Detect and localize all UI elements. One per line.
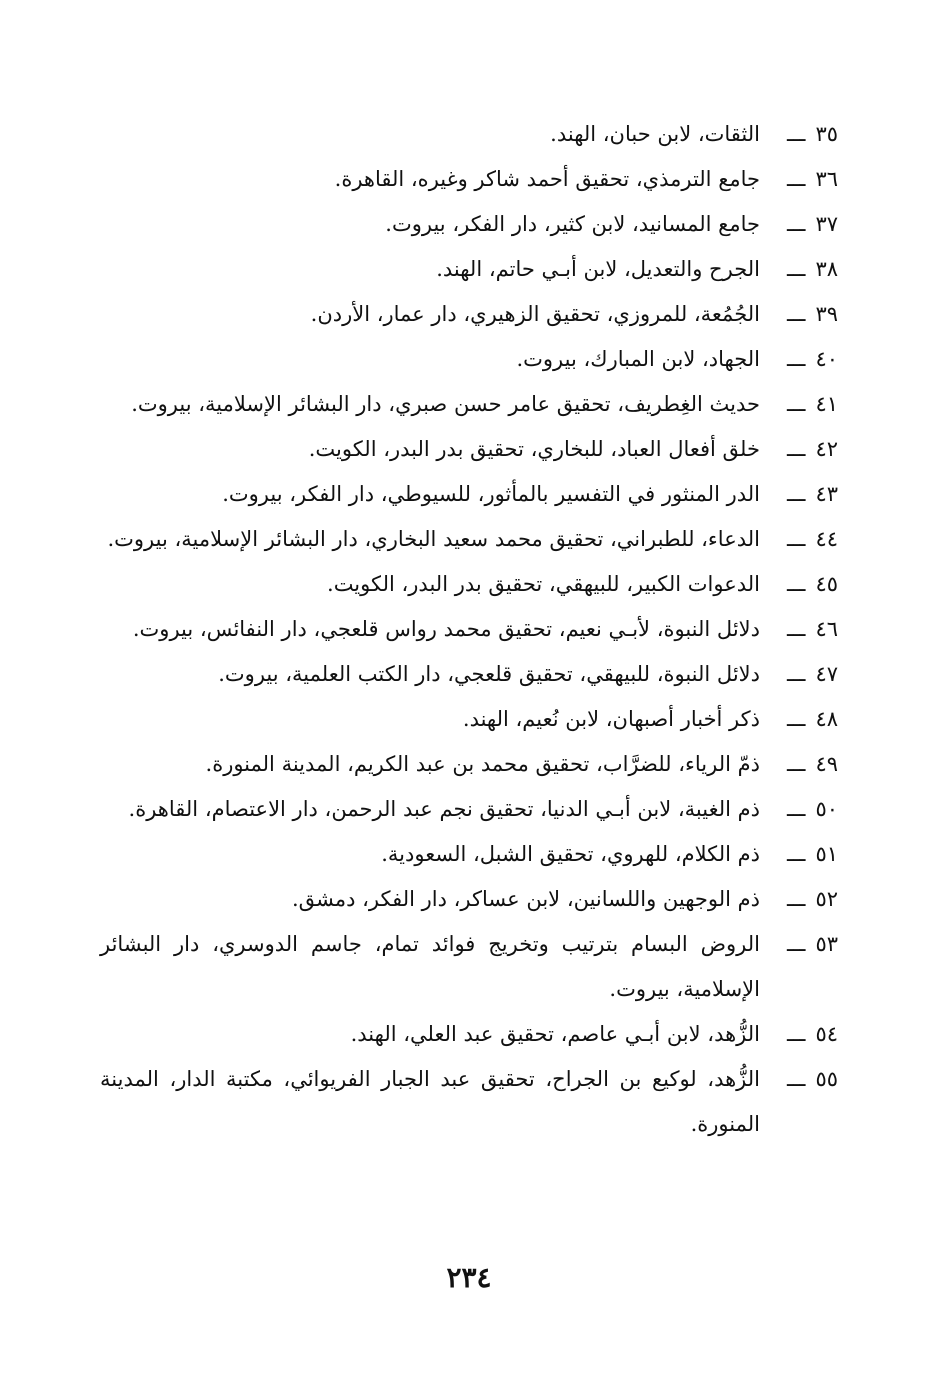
entry-number: ٥٤ـــ <box>786 1022 838 1046</box>
entry-text: دلائل النبوة، لأبـي نعيم، تحقيق محمد رواس قلعجي، دار النفائس، بيروت. <box>132 617 760 641</box>
entry-text: الدر المنثور في التفسير بالمأثور، للسيوطي، دار الفكر، بيروت. <box>222 482 760 506</box>
entry-number: ٣٨ـــ <box>786 257 838 281</box>
entry-45 <box>100 562 838 607</box>
entry-number: ٥١ـــ <box>786 842 838 866</box>
entry-51 <box>100 832 838 877</box>
entry-number: ٣٩ـــ <box>786 302 838 326</box>
entry-text: حديث الغِطريف، تحقيق عامر حسن صبري، دار البشائر الإسلامية، بيروت. <box>131 392 760 416</box>
entry-37 <box>100 202 838 247</box>
entry-number: ٥٠ـــ <box>786 797 838 821</box>
bibliography-list <box>100 112 838 1147</box>
entry-52 <box>100 877 838 922</box>
entry-54 <box>100 1012 838 1057</box>
entry-48 <box>100 697 838 742</box>
entry-number: ٣٥ـــ <box>786 122 838 146</box>
entry-number: ٤٩ـــ <box>786 752 838 776</box>
entry-text: الروض البسام بترتيب وتخريج فوائد تمام، جاسم الدوسري، دار البشائر الإسلامية، بيروت. <box>100 932 760 1001</box>
entry-text: الزُّهد، لوكيع بن الجراح، تحقيق عبد الجبار الفريوائي، مكتبة الدار، المدينة المنورة. <box>100 1067 760 1136</box>
entry-text: الجُمُعة، للمروزي، تحقيق الزهيري، دار عمار، الأردن. <box>310 302 760 326</box>
entry-47 <box>100 652 838 697</box>
entry-text: ذمّ الرياء، للضرَّاب، تحقيق محمد بن عبد الكريم، المدينة المنورة. <box>205 752 760 776</box>
entry-text: الزُّهد، لابن أبـي عاصم، تحقيق عبد العلي، الهند. <box>350 1022 760 1046</box>
entry-text: الجهاد، لابن المبارك، بيروت. <box>516 347 760 371</box>
entry-number: ٥٥ـــ <box>786 1067 838 1091</box>
entry-text: جامع الترمذي، تحقيق أحمد شاكر وغيره، القاهرة. <box>334 167 760 191</box>
entry-number: ٤٣ـــ <box>786 482 838 506</box>
entry-38 <box>100 247 838 292</box>
entry-55 <box>100 1057 838 1147</box>
entry-number: ٤٤ـــ <box>786 527 838 551</box>
entry-50 <box>100 787 838 832</box>
entry-number: ٥٢ـــ <box>786 887 838 911</box>
entry-text: الدعوات الكبير، للبيهقي، تحقيق بدر البدر، الكويت. <box>327 572 760 596</box>
entry-42 <box>100 427 838 472</box>
entry-text: ذكر أخبار أصبهان، لابن نُعيم، الهند. <box>462 707 760 731</box>
entry-number: ٤٨ـــ <box>786 707 838 731</box>
entry-text: دلائل النبوة، للبيهقي، تحقيق قلعجي، دار الكتب العلمية، بيروت. <box>218 662 760 686</box>
entry-39 <box>100 292 838 337</box>
entry-text: ذم الغيبة، لابن أبـي الدنيا، تحقيق نجم عبد الرحمن، دار الاعتصام، القاهرة. <box>128 797 760 821</box>
entry-number: ٤١ـــ <box>786 392 838 416</box>
entry-35 <box>100 112 838 157</box>
entry-46 <box>100 607 838 652</box>
entry-43 <box>100 472 838 517</box>
entry-text: الثقات، لابن حبان، الهند. <box>550 122 760 146</box>
entry-number: ٤٠ـــ <box>786 347 838 371</box>
entry-number: ٣٦ـــ <box>786 167 838 191</box>
entry-44 <box>100 517 838 562</box>
entry-text: ذم الوجهين واللسانين، لابن عساكر، دار الفكر، دمشق. <box>291 887 760 911</box>
entry-number: ٤٧ـــ <box>786 662 838 686</box>
entry-number: ٣٧ـــ <box>786 212 838 236</box>
entry-53 <box>100 922 838 1012</box>
entry-36 <box>100 157 838 202</box>
entry-number: ٥٣ـــ <box>786 932 838 956</box>
entry-number: ٤٢ـــ <box>786 437 838 461</box>
entry-text: خلق أفعال العباد، للبخاري، تحقيق بدر البدر، الكويت. <box>308 437 760 461</box>
entry-number: ٤٥ـــ <box>786 572 838 596</box>
entry-41 <box>100 382 838 427</box>
entry-text: الجرح والتعديل، لابن أبـي حاتم، الهند. <box>436 257 760 281</box>
page-number: ٢٣٤ <box>446 1261 492 1294</box>
entry-49 <box>100 742 838 787</box>
entry-text: ذم الكلام، للهروي، تحقيق الشبل، السعودية. <box>381 842 760 866</box>
entry-text: جامع المسانيد، لابن كثير، دار الفكر، بيروت. <box>385 212 760 236</box>
entry-40 <box>100 337 838 382</box>
entry-number: ٤٦ـــ <box>786 617 838 641</box>
entry-text: الدعاء، للطبراني، تحقيق محمد سعيد البخاري، دار البشائر الإسلامية، بيروت. <box>107 527 760 551</box>
